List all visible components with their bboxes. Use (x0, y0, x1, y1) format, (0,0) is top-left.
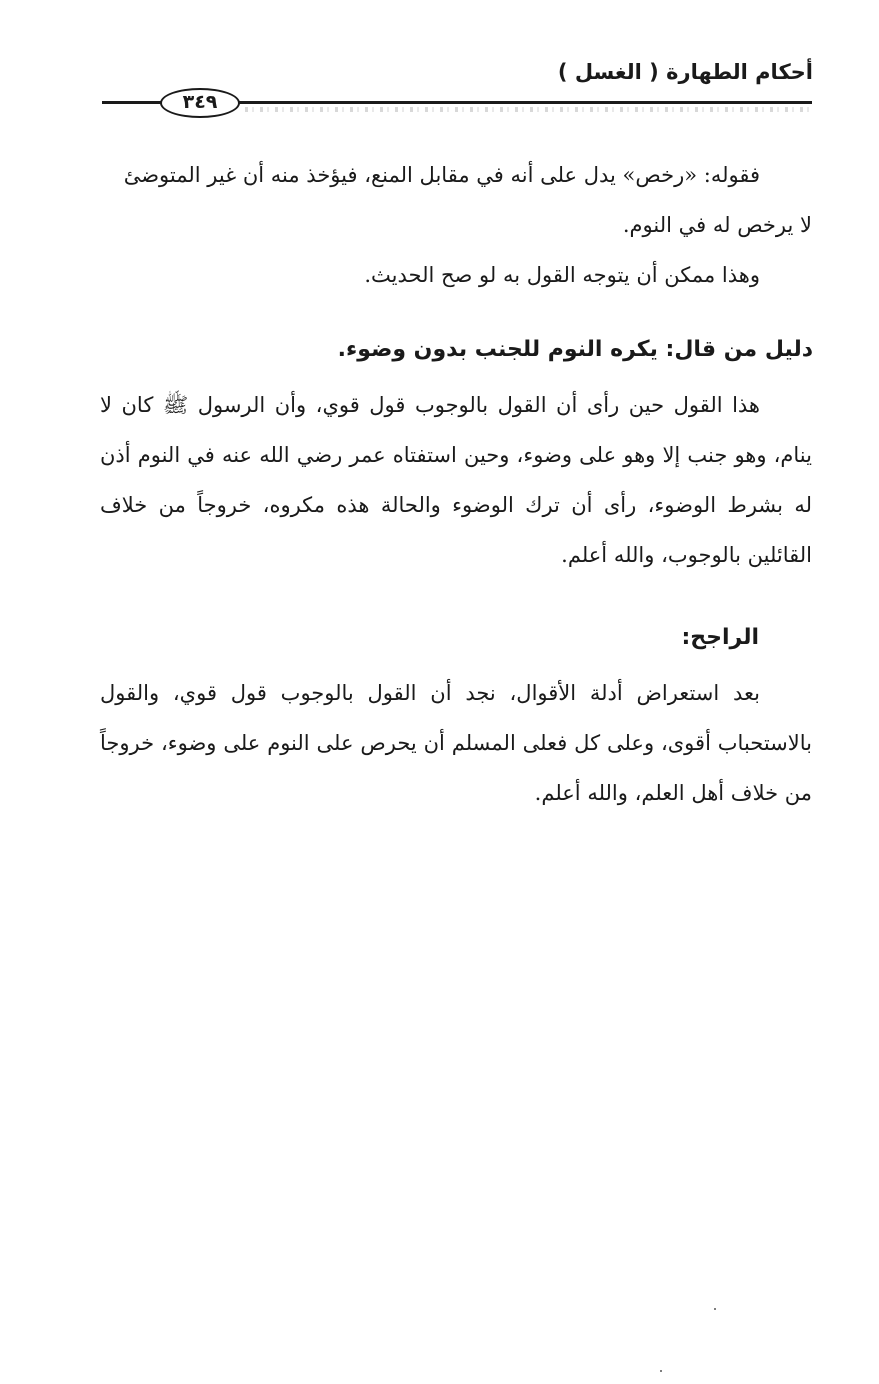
heading-preferred-label: الراجح: (681, 625, 759, 650)
section-1-line-1: فقوله: «رخص» يدل على أنه في مقابل المنع، فيؤخذ منه أن غير المتوضئ (123, 163, 760, 187)
section-2 (100, 380, 812, 580)
scan-speck (714, 1308, 716, 1310)
page-number: ٣٤٩ (160, 88, 240, 118)
heading-evidence-makruh (338, 337, 813, 362)
section-1-line-2: لا يرخص له في النوم. (622, 213, 812, 237)
scan-speck (660, 1370, 662, 1372)
section-1 (100, 150, 812, 300)
running-header-title: أحكام الطهارة ( الغسل ) (557, 60, 813, 84)
section-2-paragraph: هذا القول حين رأى أن القول بالوجوب قول قوي، وأن الرسول ﷺ كان لا ينام، وهو جنب إلا وهو على وضوء، وحين استفتاه عمر رضي الله عنه في النوم أذن له بشرط الوضوء، رأى أن ترك الوضوء والحالة هذه مكروه، خروجاً من خلاف القائلين بالوجوب، والله أعلم. (100, 393, 812, 567)
section-1-line-3: وهذا ممكن أن يتوجه القول به لو صح الحديث. (364, 263, 760, 287)
heading-preferred-view (681, 625, 759, 650)
section-3-paragraph: بعد استعراض أدلة الأقوال، نجد أن القول بالوجوب قول قوي، والقول بالاستحباب أقوى، وعلى كل فعلى المسلم أن يحرص على النوم على وضوء، خروجاً من خلاف أهل العلم، والله أعلم. (100, 681, 812, 805)
heading-evidence-label: دليل من قال: (665, 337, 813, 362)
section-3 (100, 668, 812, 818)
header-rule-texture (245, 107, 810, 112)
heading-evidence-text: يكره النوم للجنب بدون وضوء. (337, 337, 658, 362)
